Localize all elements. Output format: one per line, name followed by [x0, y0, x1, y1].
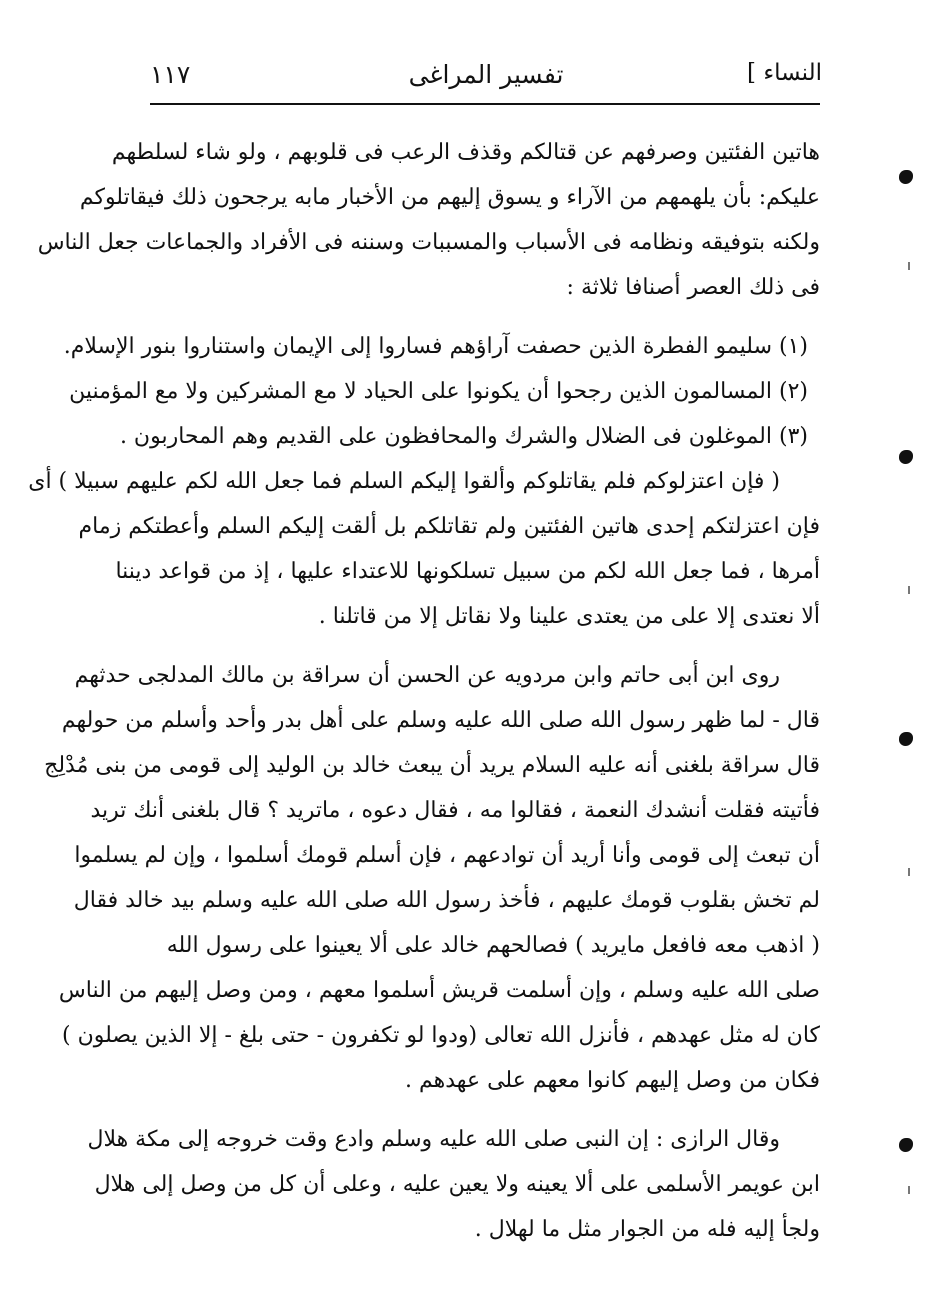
binding-hole-mark: [899, 732, 913, 746]
text-line: عليكم: بأن يلهمهم من الآراء و يسوق إليهم من الأخبار مابه يرجحون ذلك فيقاتلوكم: [79, 185, 820, 210]
text-line: صلى الله عليه وسلم ، وإن أسلمت قريش أسلموا معهم ، ومن وصل إليهم من الناس: [58, 978, 820, 1003]
surah-name: النساء ]: [747, 60, 822, 86]
margin-speck: [908, 262, 910, 270]
page-header: [150, 58, 822, 104]
text-line: ( فإن اعتزلوكم فلم يقاتلوكم وألقوا إليكم السلم فما جعل الله لكم عليهم سبيلا ) أى: [28, 469, 780, 494]
page-body: [28, 130, 820, 1252]
text-line: لم تخش بقلوب قومك عليهم ، فأخذ رسول الله صلى الله عليه وسلم بيد خالد فقال: [73, 888, 820, 913]
text-line: ( اذهب معه فافعل مايريد ) فصالحهم خالد على ألا يعينوا على رسول الله: [166, 933, 820, 958]
text-line: وقال الرازى : إن النبى صلى الله عليه وسلم وادع وقت خروجه إلى مكة هلال: [87, 1127, 780, 1152]
text-line: كان له مثل عهدهم ، فأنزل الله تعالى (ودوا لو تكفرون - حتى بلغ - إلا الذين يصلون ): [62, 1023, 820, 1048]
spacer: [140, 310, 820, 324]
text-line: ابن عويمر الأسلمى على ألا يعينه ولا يعين عليه ، وعلى أن كل من وصل إلى هلال: [94, 1172, 820, 1197]
text-line: أن تبعث إلى قومى وأنا أريد أن توادعهم ، فإن أسلم قومك أسلموا ، وإن لم يسلموا: [74, 843, 820, 868]
book-title: تفسير المراغى: [408, 60, 564, 89]
text-line: قال - لما ظهر رسول الله صلى الله عليه وسلم على أهل بدر وأحد وأسلم من حولهم: [61, 708, 820, 733]
binding-hole-mark: [899, 170, 913, 184]
header-divider: [150, 103, 820, 105]
spacer: [140, 1103, 820, 1117]
text-line: أمرها ، فما جعل الله لكم من سبيل تسلكونها للاعتداء عليها ، إذ من قواعد ديننا: [115, 559, 820, 584]
spacer: [140, 639, 820, 653]
text-line: فإن اعتزلتكم إحدى هاتين الفئتين ولم تقاتلكم بل ألقت إليكم السلم وأعطتكم زمام: [78, 514, 820, 539]
margin-speck: [908, 586, 910, 594]
list-item: (٣) الموغلون فى الضلال والشرك والمحافظون على القديم وهم المحاربون .: [119, 424, 808, 449]
margin-speck: [908, 868, 910, 876]
list-item: (٢) المسالمون الذين رجحوا أن يكونوا على الحياد لا مع المشركين ولا مع المؤمنين: [69, 379, 808, 404]
page-number: ١١٧: [150, 60, 191, 89]
text-line: ولجأ إليه فله من الجوار مثل ما لهلال .: [474, 1217, 820, 1242]
binding-hole-mark: [899, 1138, 913, 1152]
text-line: ولكنه بتوفيقه ونظامه فى الأسباب والمسببات وسننه فى الأفراد والجماعات جعل الناس: [37, 230, 820, 255]
text-line: فكان من وصل إليهم كانوا معهم على عهدهم .: [405, 1068, 820, 1093]
text-line: هاتين الفئتين وصرفهم عن قتالكم وقذف الرعب فى قلوبهم ، ولو شاء لسلطهم: [111, 140, 820, 165]
text-line: فأتيته فقلت أنشدك النعمة ، فقالوا مه ، فقال دعوه ، ماتريد ؟ قال بلغنى أنك تريد: [90, 798, 820, 823]
text-line: روى ابن أبى حاتم وابن مردويه عن الحسن أن سراقة بن مالك المدلجى حدثهم: [74, 663, 780, 688]
text-line: فى ذلك العصر أصنافا ثلاثة :: [566, 275, 820, 300]
numbered-list: [63, 324, 820, 459]
hadith-paragraph: [44, 653, 820, 1103]
list-item: (١) سليمو الفطرة الذين حصفت آراؤهم فساروا إلى الإيمان واستناروا بنور الإسلام.: [63, 334, 808, 359]
margin-speck: [908, 1186, 910, 1194]
binding-hole-mark: [899, 450, 913, 464]
verse-paragraph: [28, 459, 820, 639]
intro-paragraph: [37, 130, 820, 310]
razi-paragraph: [87, 1117, 820, 1252]
text-line: قال سراقة بلغنى أنه عليه السلام يريد أن يبعث خالد بن الوليد إلى قومى من بنى مُدْلِج: [44, 753, 820, 778]
text-line: ألا نعتدى إلا على من يعتدى علينا ولا نقاتل إلا من قاتلنا .: [318, 604, 820, 629]
